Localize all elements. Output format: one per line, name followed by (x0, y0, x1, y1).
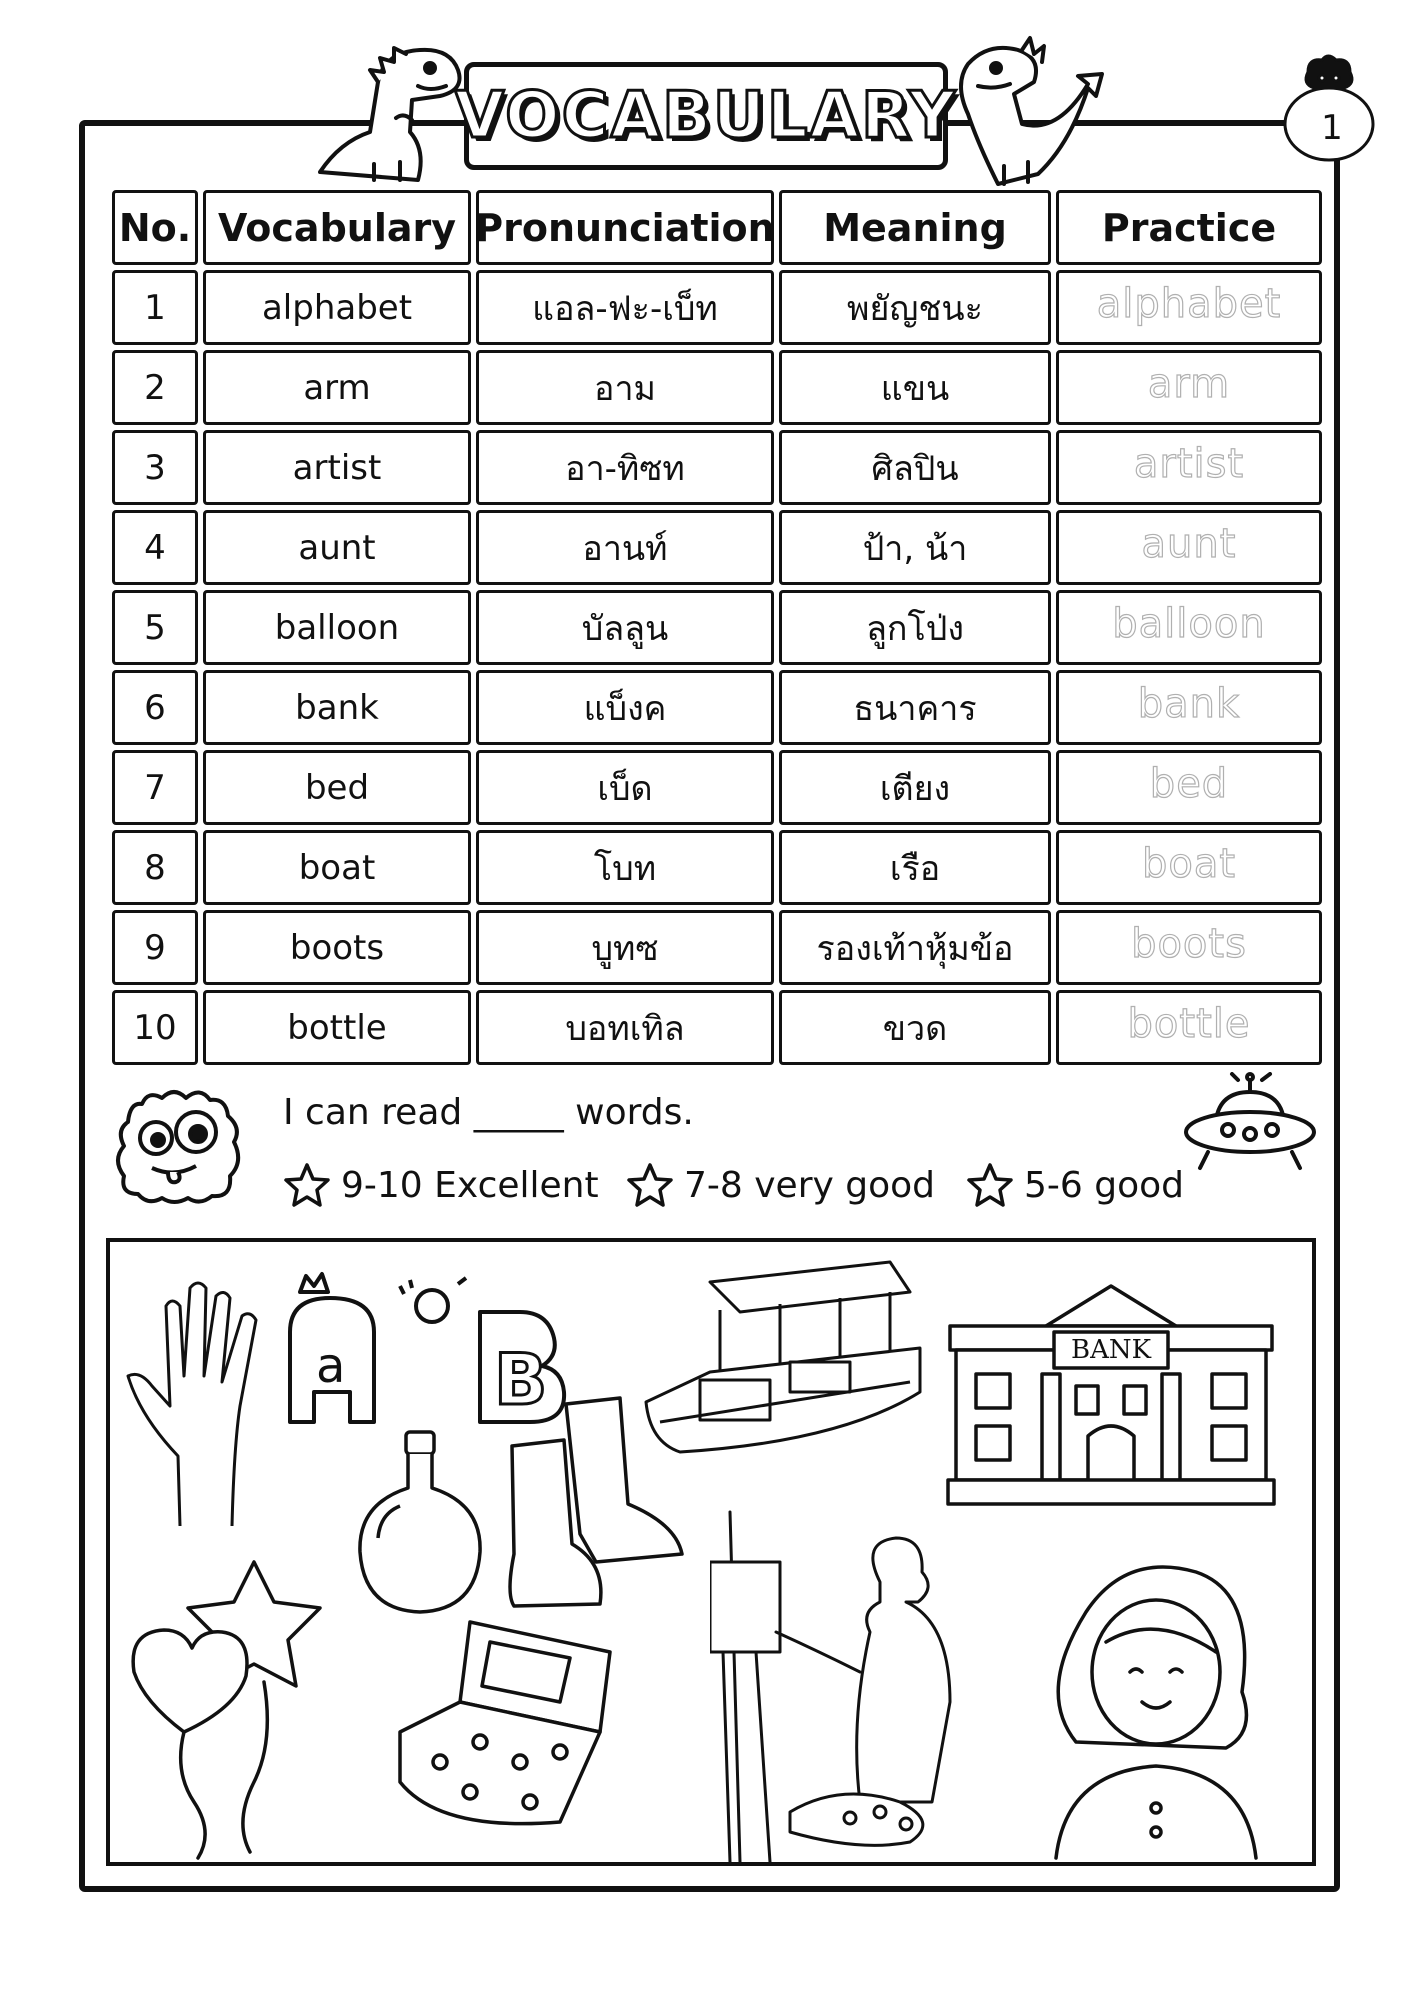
vocab-word: aunt (203, 510, 471, 585)
monster-icon (112, 1082, 248, 1208)
column-header: Vocabulary (203, 190, 471, 265)
hand-icon (120, 1266, 280, 1536)
row-number: 5 (112, 590, 198, 665)
pronunciation: โบท (476, 830, 774, 905)
meaning: ธนาคาร (779, 670, 1051, 745)
practice-trace-word[interactable]: bank (1056, 670, 1322, 745)
column-header: No. (112, 190, 198, 265)
row-number: 7 (112, 750, 198, 825)
star-icon (626, 1162, 674, 1208)
meaning: เรือ (779, 830, 1051, 905)
boat-icon (640, 1252, 930, 1482)
meaning: พยัญชนะ (779, 270, 1051, 345)
pronunciation: อานท์ (476, 510, 774, 585)
letter-b: B (494, 1339, 548, 1421)
rating-very-good (626, 1162, 935, 1208)
practice-trace-word[interactable]: boots (1056, 910, 1322, 985)
star-icon (283, 1162, 331, 1208)
practice-trace-word[interactable]: bed (1056, 750, 1322, 825)
row-number: 1 (112, 270, 198, 345)
dinosaur-icon (938, 24, 1114, 192)
pronunciation: เบ็ด (476, 750, 774, 825)
row-number: 4 (112, 510, 198, 585)
vocab-word: arm (203, 350, 471, 425)
title-banner (454, 62, 958, 170)
star-icon (966, 1162, 1014, 1208)
rating-label: 9-10 Excellent (341, 1164, 599, 1206)
column-header: Meaning (779, 190, 1051, 265)
vocab-word: bed (203, 750, 471, 825)
meaning: ขวด (779, 990, 1051, 1065)
pronunciation: แบ็งค (476, 670, 774, 745)
vocab-word: bottle (203, 990, 471, 1065)
practice-trace-word[interactable]: arm (1056, 350, 1322, 425)
rating-label: 5-6 good (1024, 1164, 1184, 1206)
dinosaur-icon (300, 22, 476, 190)
row-number: 10 (112, 990, 198, 1065)
practice-trace-word[interactable]: boat (1056, 830, 1322, 905)
bank-sign: BANK (1070, 1335, 1152, 1365)
rating-good (966, 1162, 1184, 1208)
practice-trace-word[interactable]: bottle (1056, 990, 1322, 1065)
column-header: Practice (1056, 190, 1322, 265)
meaning: ศิลปิน (779, 430, 1051, 505)
vocab-word: bank (203, 670, 471, 745)
meaning: รองเท้าหุ้มข้อ (779, 910, 1051, 985)
meaning: แขน (779, 350, 1051, 425)
bank-building-icon (946, 1266, 1276, 1510)
row-number: 8 (112, 830, 198, 905)
bed-icon (380, 1612, 620, 1852)
pronunciation: อาม (476, 350, 774, 425)
meaning: ป้า, น้า (779, 510, 1051, 585)
vocab-word: artist (203, 430, 471, 505)
vocab-word: alphabet (203, 270, 471, 345)
pronunciation: บอทเทิล (476, 990, 774, 1065)
read-count-sentence: I can read _____ words. (283, 1092, 694, 1133)
row-number: 3 (112, 430, 198, 505)
aunt-icon (1046, 1552, 1266, 1862)
vocab-word: boat (203, 830, 471, 905)
pronunciation: บูทซ (476, 910, 774, 985)
artist-icon (710, 1502, 1010, 1862)
practice-trace-word[interactable]: alphabet (1056, 270, 1322, 345)
vocabulary-table (112, 190, 1308, 1065)
pronunciation: อา-ทิซท (476, 430, 774, 505)
practice-trace-word[interactable]: aunt (1056, 510, 1322, 585)
practice-trace-word[interactable]: balloon (1056, 590, 1322, 665)
pronunciation: แอล-ฟะ-เบ็ท (476, 270, 774, 345)
rating-label: 7-8 very good (684, 1164, 935, 1206)
ufo-icon (1180, 1072, 1316, 1182)
pronunciation: บัลลูน (476, 590, 774, 665)
vocab-word: balloon (203, 590, 471, 665)
meaning: ลูกโป่ง (779, 590, 1051, 665)
row-number: 2 (112, 350, 198, 425)
practice-trace-word[interactable]: artist (1056, 430, 1322, 505)
illustrations-panel (106, 1238, 1316, 1866)
meaning: เตียง (779, 750, 1051, 825)
row-number: 9 (112, 910, 198, 985)
rating-excellent (283, 1162, 599, 1208)
page-title: VOCABULARY (454, 79, 958, 153)
balloon-icon (124, 1552, 384, 1862)
letter-a: a (316, 1338, 346, 1394)
vocab-word: boots (203, 910, 471, 985)
page-number: 1 (1321, 108, 1343, 148)
row-number: 6 (112, 670, 198, 745)
column-header: Pronunciation (476, 190, 774, 265)
